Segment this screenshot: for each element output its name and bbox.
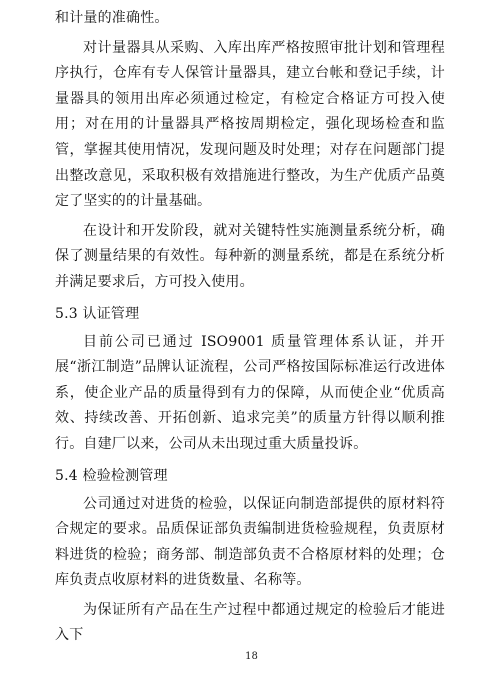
paragraph-measurement-system-analysis: 在设计和开发阶段，就对关键特性实施测量系统分析，确保了测量结果的有效性。每种新的测量系统，都是在系统分析并满足要求后，方可投入使用。: [55, 222, 445, 290]
section-heading-certification: 5.3 认证管理: [55, 305, 140, 322]
paragraph-certification: 目前公司已通过 ISO9001 质量管理体系认证，并开展“浙江制造”品牌认证流程，公司严格按国际标准运行改进体系，使企业产品的质量得到有力的保障，从而使企业“优质高效、持续改善、开拓创新、追求完美”的质量方针得以顺利推行。自建厂以来，公司从未出现过重大质量投诉。: [55, 333, 445, 452]
paragraph-process-inspection: 为保证所有产品在生产过程中都通过规定的检验后才能进入下: [55, 601, 445, 644]
paragraph-metrology-management: 对计量器具从采购、入库出库严格按照审批计划和管理程序执行，仓库有专人保管计量器具，建立台帐和登记手续，计量器具的领用出库必须通过检定，有检定合格证方可投入使用；对在用的计量器具严格按周期检定，强化现场检查和监管，掌握其使用情况，发现问题及时处理；对存在问题部门提出整改意见，采取积极有效措施进行整改，为生产优质产品奠定了坚实的的计量基础。: [55, 39, 445, 210]
page-number: 18: [245, 651, 258, 662]
page-content: [55, 6, 445, 649]
paragraph-continued: 和计量的准确性。: [55, 10, 169, 26]
section-heading-inspection: 5.4 检验检测管理: [55, 467, 168, 484]
paragraph-incoming-inspection: 公司通过对进货的检验，以保证向制造部提供的原材料符合规定的要求。品质保证部负责编制进货检验规程，负责原材料进货的检验；商务部、制造部负责不合格原材料的处理；仓库负责点收原材料的进货数量、名称等。: [55, 495, 445, 589]
